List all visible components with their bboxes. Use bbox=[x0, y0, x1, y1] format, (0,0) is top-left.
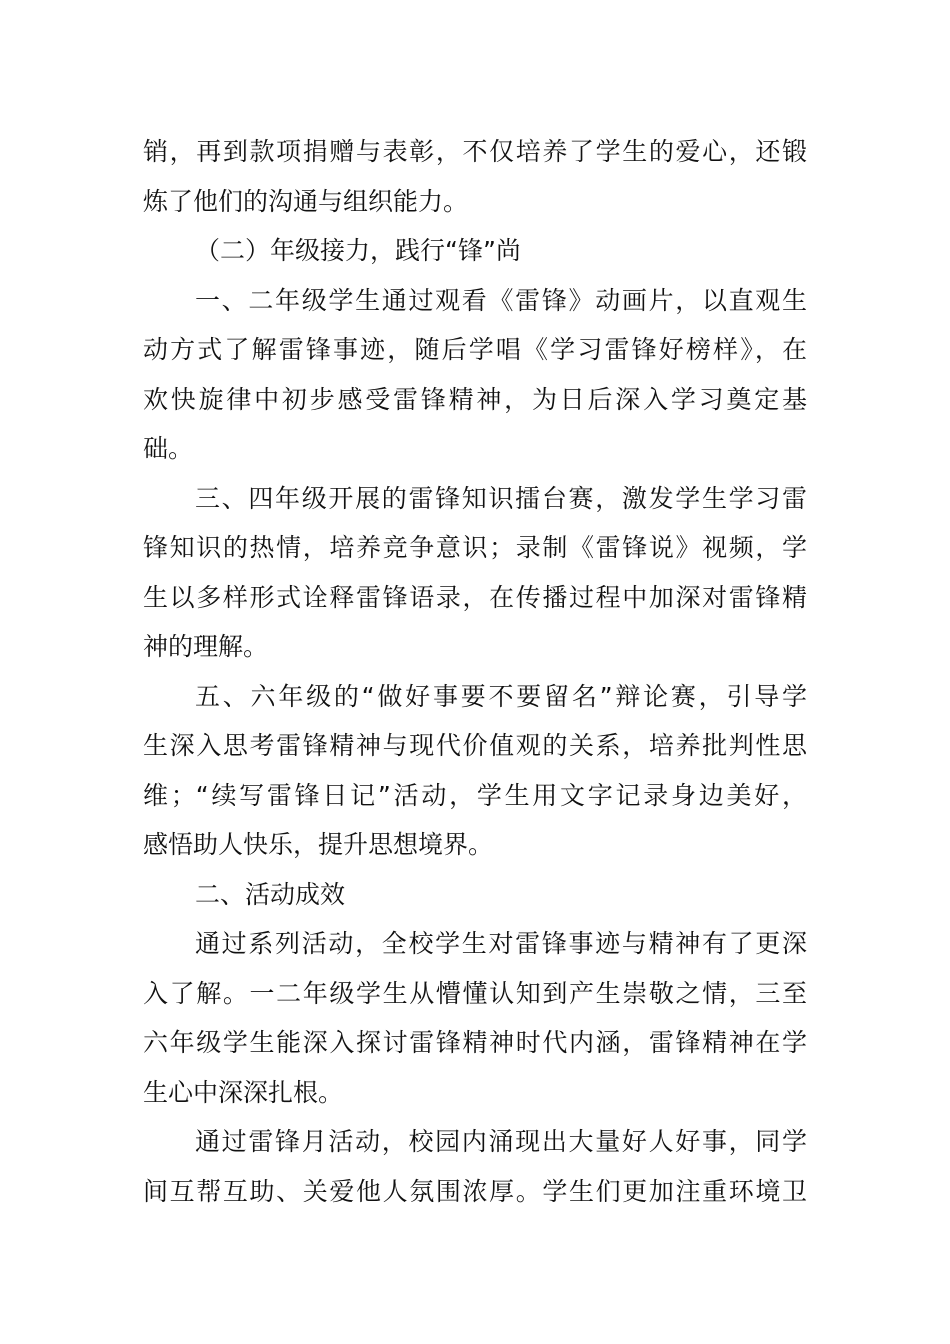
text-line: 一、二年级学生通过观看《雷锋》动画片，以直观生 bbox=[195, 285, 807, 315]
text-line: 六年级学生能深入探讨雷锋精神时代内涵，雷锋精神在学 bbox=[143, 1028, 807, 1057]
section-heading: 二、活动成效 bbox=[195, 879, 346, 909]
text-line: 生以多样形式诠释雷锋语录，在传播过程中加深对雷锋精 bbox=[143, 582, 807, 612]
text-line: 生深入思考雷锋精神与现代价值观的关系，培养批判性思 bbox=[143, 731, 807, 760]
section-subheading: （二）年级接力，践行“锋”尚 bbox=[195, 236, 521, 265]
text-line: 通过系列活动，全校学生对雷锋事迹与精神有了更深 bbox=[195, 929, 807, 958]
text-line: 五、六年级的“做好事要不要留名”辩论赛，引导学 bbox=[195, 681, 807, 711]
text-line: 通过雷锋月活动，校园内涌现出大量好人好事，同学 bbox=[195, 1127, 807, 1156]
text-line: 炼了他们的沟通与组织能力。 bbox=[143, 186, 469, 216]
text-line: 锋知识的热情，培养竞争意识；录制《雷锋说》视频，学 bbox=[143, 533, 807, 562]
text-line: 动方式了解雷锋事迹，随后学唱《学习雷锋好榜样》，在 bbox=[143, 335, 807, 364]
text-line: 入了解。一二年级学生从懵懂认知到产生崇敬之情，三至 bbox=[143, 978, 807, 1008]
text-line: 生心中深深扎根。 bbox=[143, 1077, 344, 1107]
text-line: 销，再到款项捐赠与表彰，不仅培养了学生的爱心，还锻 bbox=[143, 137, 807, 166]
text-line: 维；“续写雷锋日记”活动，学生用文字记录身边美好， bbox=[143, 780, 807, 810]
text-line: 间互帮互助、关爱他人氛围浓厚。学生们更加注重环境卫 bbox=[143, 1176, 807, 1206]
text-line: 欢快旋律中初步感受雷锋精神，为日后深入学习奠定基 bbox=[143, 384, 807, 414]
text-line: 三、四年级开展的雷锋知识擂台赛，激发学生学习雷 bbox=[195, 483, 807, 513]
text-line: 感悟助人快乐，提升思想境界。 bbox=[143, 830, 494, 859]
text-line: 础。 bbox=[143, 434, 194, 463]
text-line: 神的理解。 bbox=[143, 632, 269, 661]
document-body bbox=[143, 127, 807, 1216]
